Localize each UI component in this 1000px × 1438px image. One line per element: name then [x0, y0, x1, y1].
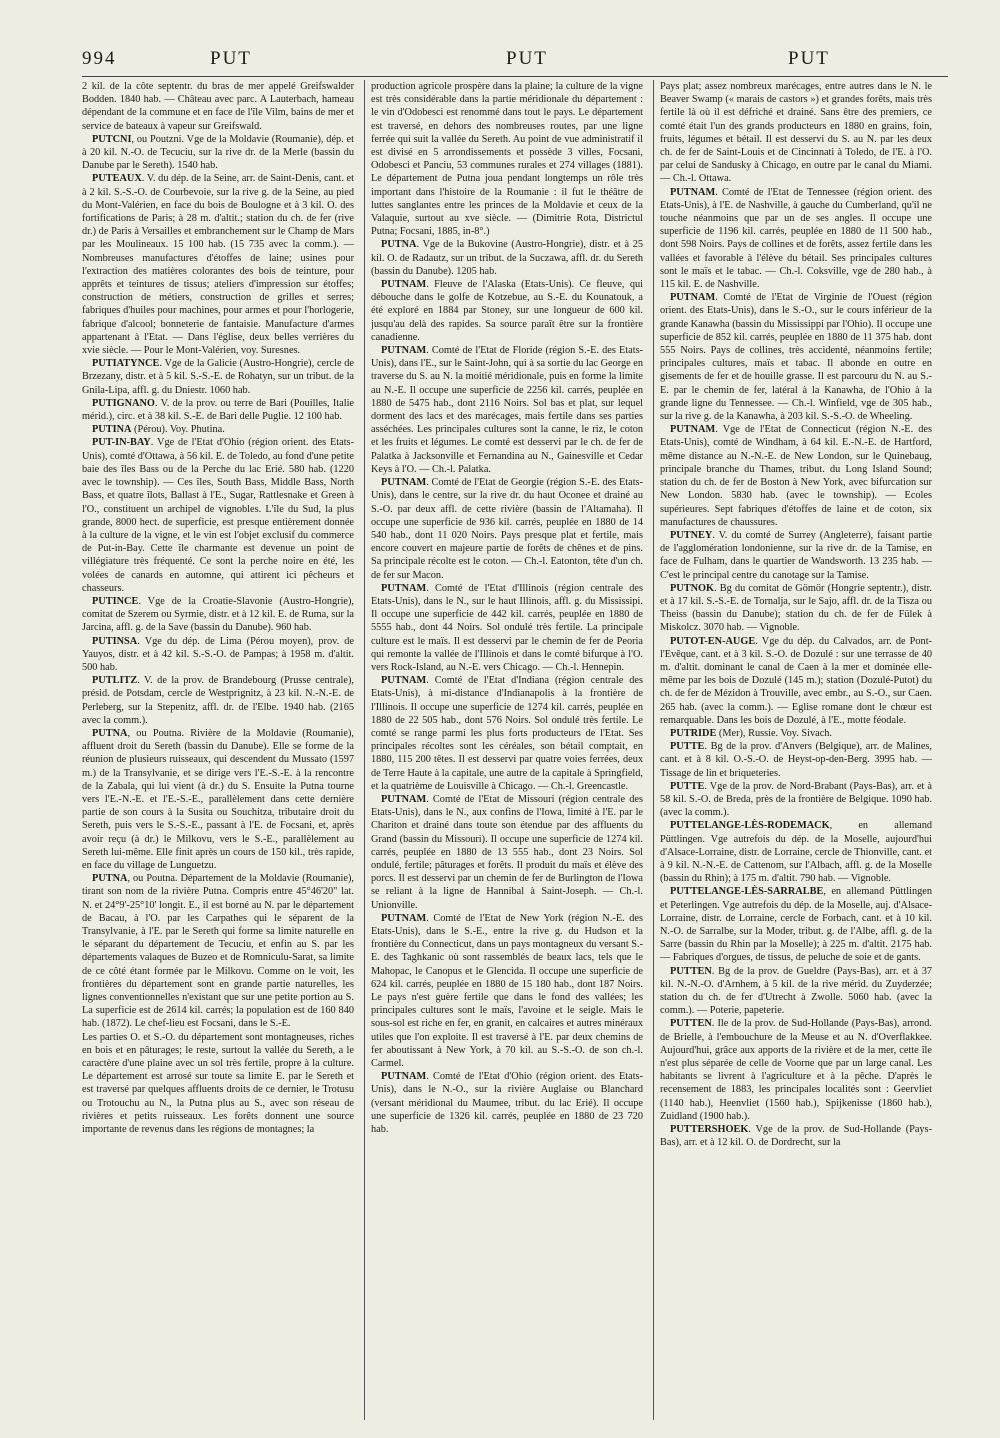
dictionary-entry	[660, 635, 932, 727]
entry-headword: PUTTELANGE-LÈS-SARRALBE	[670, 886, 824, 898]
dictionary-entry	[82, 423, 354, 436]
entry-text: . Comté de l'Etat d'Illinois (région centrale des Etats-Unis), dans le N., sur le haut Illinois, affl. g. du Mississipi. Il occupe une superficie de 442 kil. carrés, peuplée en 1880 de 5555 hab., dont 44 Noirs. Sol ondulé très fertile. La principale culture est le maïs. Il est desservi par le chemin de fer de Peoria qui remonte la vallée de l'Illinois et dans le comté bifurque à l'O. vers Rock-Island, au N.-E. vers Chicago. — Ch.-l. Hennepin.	[371, 582, 643, 673]
entry-text: , en allemand Püttlingen et Peterlingen. Vge autrefois du dép. de la Moselle, auj. d'Alsace-Lorraine, distr. de Lorraine, cercle de Forbach, cant. et à 10 kil. N.-O. de Sarralbe, sur la Moder, tribut. g. de l'Albe, affl. g. de la Sarre (bassin du Rhin par la Moselle); à 225 m. d'altit. 2175 hab. — Fabriques d'orgues, de tissus, de peluche de soie et de gants.	[660, 886, 932, 964]
dictionary-entry	[660, 885, 932, 964]
dictionary-entry	[371, 278, 643, 344]
dictionary-entry	[371, 674, 643, 793]
entry-text: . Comté de l'Etat de New York (région N.-E. des Etats-Unis), dans le S.-E., entre la rive g. du Hudson et la frontière du Connecticut, dans un pays montagneux du versant S.-E. des Taghkanic où sont rassemblés de beaux lacs, tels que le Mahopac, le Canopus et le Glencida. Il occupe une superficie de 624 kil. carrés, peuplée en 1880 de 15 180 hab., dont 187 Noirs. Le pays n'est guère fertile que dans le fond des vallées; les principales cultures sont le maïs, l'avoine et le seigle. Mais le sous-sol est riche en fer, en granit, en calcaires et autres minéraux utiles que l'on exploite. Il est traversé à l'E. par deux chemins de fer aboutissant à New York, à 70 kil. au S.-S.-O. de son ch.-l. Carmel.	[371, 912, 643, 1070]
entry-headword: PUTRIDE	[670, 727, 717, 739]
dictionary-entry	[371, 238, 643, 278]
entry-headword: PUTNOK	[670, 582, 715, 594]
dictionary-entry	[371, 912, 643, 1070]
header-rule	[82, 76, 948, 77]
entry-headword: PUTTE	[670, 780, 705, 792]
entry-headword: PUTNAM	[381, 279, 427, 291]
entry-headword: PUTTELANGE-LÈS-RODEMACK	[670, 820, 830, 832]
entry-text: . Vge de la Bukovine (Austro-Hongrie), distr. et à 25 kil. O. de Radautz, sur un tribut. de la Suczawa, affl. dr. du Sereth (bassin du Danube). 1205 hab.	[371, 239, 643, 277]
entry-text: . Fleuve de l'Alaska (Etats-Unis). Ce fleuve, qui débouche dans le golfe de Kotzebue, au S.-E. du Kounatouk, a été exploré en 1884 par Stoney, sur une longueur de 600 kil. jusqu'au delà des rapides. Sa source paraît être sur la frontière canadienne.	[371, 279, 643, 343]
dictionary-entry	[82, 133, 354, 173]
entry-text: . Bg de la prov. de Gueldre (Pays-Bas), arr. et à 37 kil. N.-N.-O. d'Arnhem, à 5 kil. de la rive mérid. du Zuyderzée; station du ch. de fer d'Utrecht à Zwolle. 5060 hab. (avec la comm.). — Poterie, papeterie.	[660, 965, 932, 1017]
entry-continuation	[82, 80, 354, 133]
entry-headword: PUTNAM	[381, 793, 427, 805]
dictionary-entry	[660, 423, 932, 529]
entry-headword: PUTNAM	[381, 477, 427, 489]
header-guideword-center: PUT	[506, 48, 548, 69]
entry-text: . Vge du dép. du Calvados, arr. de Pont-l'Evêque, cant. et à 3 kil. S.-O. de Dozulé : sur une terrasse de 40 m. d'altit. dominant le canal de Caen à la mer et dominée elle-même par les bois de Dozulé (145 m.); station (Dozulé-Putot) du ch. de fer de Mézidon à Trouville, avec embr., au S.-O., sur Caen. 265 hab. (avec la comm.). — Eglise romane dont le chœur est remarquable. Dans les bois de Dozulé, à l'E., motte féodale.	[660, 635, 932, 726]
text-column-2	[371, 80, 643, 1420]
entry-headword: PUTNAM	[381, 1071, 427, 1083]
entry-headword: PUT-IN-BAY	[92, 437, 151, 449]
dictionary-entry	[82, 635, 354, 675]
entry-text: . V. de la prov. ou terre de Bari (Pouilles, Italie mérid.), circ. et à 38 kil. S.-E. de Bari delle Puglie. 12 100 hab.	[82, 397, 354, 423]
entry-headword: PUTTE	[670, 741, 705, 753]
text-column-3	[660, 80, 932, 1420]
dictionary-entry	[82, 397, 354, 423]
entry-headword: PUTTEN	[670, 1018, 712, 1030]
entry-headword: PUTLITZ	[92, 675, 138, 687]
entry-text: . Vge de l'Etat de Connecticut (région N.-E. des Etats-Unis), comté de Windham, à 64 kil. E.-N.-E. de Hartford, même distance au N.-N.-E. de New London, sur le Quinebaug, principale branche du Thames, tribut. du Long Island Sound; station du ch. de fer de Boston à New York, avec bifurcation sur New London. 5830 hab. (avec le township). — Ecoles supérieures. Sept fabriques d'étoffes de laine et de coton, six manufactures de chaussures.	[660, 424, 932, 528]
dictionary-entry	[660, 291, 932, 423]
entry-headword: PUTIATYNCE	[92, 358, 160, 370]
entry-headword: PUTEAUX	[92, 173, 142, 185]
entry-headword: PUTNAM	[670, 292, 716, 304]
header-guideword-right: PUT	[788, 48, 830, 69]
page-number: 994	[82, 48, 117, 69]
dictionary-entry	[371, 793, 643, 912]
dictionary-entry	[660, 727, 932, 740]
entry-continuation	[82, 1031, 354, 1137]
entry-headword: PUTNA	[381, 239, 417, 251]
dictionary-entry	[371, 476, 643, 582]
entry-headword: PUTTEN	[670, 965, 712, 977]
entry-text: , en allemand Püttlingen. Vge autrefois du dép. de la Moselle, aujourd'hui d'Alsace-Lorraine, distr. de Lorraine, cercle de Thionville, cant. et à 9 kil. N.-N.-E. de Cattenom, sur l'Albach, affl. g. de la Moselle (bassin du Rhin); à 175 m. d'altit. 790 hab. — Vignoble.	[660, 820, 932, 885]
entry-text: 2 kil. de la côte septentr. du bras de mer appelé Greifswalder Bodden. 1840 hab. — Château avec parc. A Lauterbach, hameau dépendant de la commune et en face de l'île Vilm, bains de mer et service de bateaux à vapeur sur Greifswald.	[82, 81, 354, 132]
dictionary-entry	[660, 1017, 932, 1123]
entry-headword: PUTINA	[92, 424, 132, 436]
dictionary-entry	[82, 595, 354, 635]
entry-text: (Mer), Russie. Voy. Sivach.	[716, 727, 832, 739]
entry-headword: PUTNAM	[381, 345, 427, 357]
entry-headword: PUTIGNANO	[92, 397, 155, 409]
entry-text: . V. du comté de Surrey (Angleterre), faisant partie de l'agglomération londonienne, sur la rive dr. de la Tamise, en face de Fulham, dans le quartier de Wandsworth. 13 235 hab. — C'est le principal centre du canotage sur la Tamise.	[660, 529, 932, 581]
entry-text: . Comté de l'Etat d'Ohio (région orient. des Etats-Unis), dans le N.-O., sur la rivière Auglaise ou Blanchard (versant méridional du Maumee, tribut. du lac Erié). Il occupe une superficie de 1326 kil. carrés, peuplée en 1880 de 23 720 hab.	[371, 1071, 643, 1136]
entry-text: . Vge de la Croatie-Slavonie (Austro-Hongrie), comitat de Szerem ou Syrmie, distr. et à 12 kil. E. de Ruma, sur la Jarcina, affl. g. de la Save (bassin du Danube). 960 hab.	[82, 595, 354, 634]
entry-text: . Comté de l'Etat d'Indiana (région centrale des Etats-Unis), à mi-distance d'Indianapolis à la frontière de l'Illinois. Il occupe une superficie de 1274 kil. carrés, peuplée en 1880 de 22 505 hab., dont 576 Noirs. Sol ondulé très fertile. Le comté se range parmi les plus forts producteurs de l'Etat. Ses principales récoltes sont les céréales, son bétail comptait, en 1880, 115 200 têtes. Il est desservi par quatre voies ferrées, deux de Terre Haute à la capitale, une autre de la capitale à Springfield, et la quatrième de Louisville à Chicago. — Ch.-l. Greencastle.	[371, 675, 643, 792]
entry-continuation	[660, 80, 932, 186]
entry-text: Pays plat; assez nombreux marécages, entre autres dans le N. le Beaver Swamp (« marais de castors ») et grandes forêts, mais très fertile là où il est défriché et drainé. Sans être des premiers, ce comté était l'un des grands producteurs en 1880 en grains, foin, fruits, légumes et bétail. Il est desservi du S. au N. par les deux ch. de fer de Saint-Louis et de Cincinnati à Toledo, de l'E. à l'O. par celui de Sandusky à Chicago, en outre par le canal du Miami. — Ch.-l. Ottawa.	[660, 81, 932, 185]
dictionary-entry	[82, 727, 354, 872]
entry-text: . V. du dép. de la Seine, arr. de Saint-Denis, cant. et à 2 kil. S.-S.-O. de Courbevoie, sur la rive g. de la Seine, au pied du Mont-Valérien, en face du bois de Boulogne et à 3 kil. O. des fortifications de Paris; à 28 m. d'altit.; station du ch. de fer (rive dr.) de Paris à Versailles et embranchement sur le Champ de Mars par les Moulineaux. 15 100 hab. (15 735 avec la comm.). — Nombreuses manufactures d'étoffes de laine; usines pour l'extraction des matières colorantes des bois de teinture, pour apprêts et teintures de tissus; ateliers d'impression sur étoffes; construction de métiers, construction de grilles et serres; fabriques d'huiles pour machines, pour armes et pour l'horlogerie, fabrique d'alcool; bonneterie de fantaisie. Manufacture d'armes appartenant à l'Etat. — Dans l'église, deux belles verrières du xvie siècle. — Pour le Mont-Valérien, voy. Suresnes.	[82, 173, 354, 357]
dictionary-entry	[371, 582, 643, 674]
dictionary-entry	[82, 357, 354, 397]
dictionary-entry	[660, 1123, 932, 1149]
running-header	[82, 48, 948, 76]
entry-text: . Comté de l'Etat de Missouri (région centrale des Etats-Unis), dans le N., aux confins de l'Iowa, limité à l'E. par le Chariton et drainé dans toute son étendue par des affluents du Grand (bassin du Missouri). Il occupe une superficie de 1274 kil. carrés, peuplée en 1880 de 13 555 hab., dont 23 Noirs. Sol ondulé, fertile; pâturages et forêts. Il produit du maïs et élève des porcs. Il est desservi par un chemin de fer de Burlington de l'Iowa se reliant à la ligne de Hannibal à Saint-Joseph. — Ch.-l. Unionville.	[371, 793, 643, 911]
column-divider	[364, 80, 365, 1420]
header-guideword-left: PUT	[210, 48, 252, 69]
entry-text: (Pérou). Voy. Phutina.	[131, 424, 225, 436]
dictionary-entry	[660, 819, 932, 885]
entry-headword: PUTNA	[92, 873, 128, 885]
entry-headword: PUTNAM	[670, 424, 716, 436]
dictionary-entry	[660, 780, 932, 820]
dictionary-entry	[660, 582, 932, 635]
entry-headword: PUTTERSHOEK	[670, 1124, 749, 1136]
entry-text: . Comté de l'Etat de Virginie de l'Ouest (région orient. des Etats-Unis), dans le S.-O., sur le cours inférieur de la grande Kanawha (bassin du Mississippi par l'Ohio). Il occupe une superficie de 852 kil. carrés, peuplée en 1880 de 11 375 hab. dont 555 Noirs. Pays de collines, très accidenté, néanmoins fertile; principales cultures, maïs et tabac. Il abonde en outre en gisements de fer et de houille grasse. Il est parcouru du N. au S.-E. par le chemin de fer, latéral à la Kanawha, de l'Ohio à la grande ligne du Tennessee. — Ch.-l. Winfield, vge de 305 hab., sur la rive g. de la Kanawha, à 203 kil. S.-S.-O. de Wheeling.	[660, 292, 932, 423]
entry-headword: PUTNAM	[381, 912, 427, 924]
dictionary-entry	[371, 344, 643, 476]
dictionary-entry	[660, 740, 932, 780]
entry-text: . Comté de l'Etat de Tennessee (région orient. des Etats-Unis), à l'E. de Nashville, à gauche du Cumberland, qu'il ne touche néanmoins que par un de ses angles. Il occupe une superficie de 1196 kil. carrés, peuplée en 1880 de 11 500 hab., dont 598 Noirs. Pays de collines et de forêts, assez fertile dans les vallées et favorable à l'élève du bétail. Ses principales cultures sont le maïs et le tabac. — Ch.-l. Coksville, vge de 280 hab., à 115 kil. E. de Nashville.	[660, 186, 932, 291]
entry-text: , ou Poutzni. Vge de la Moldavie (Roumanie), dép. et à 20 kil. N.-O. de Tecuciu, sur la rive dr. de la Merle (bassin du Danube par le Sereth). 1540 hab.	[82, 133, 354, 172]
dictionary-entry	[82, 674, 354, 727]
entry-text: . Bg du comitat de Gömör (Hongrie septentr.), distr. et à 17 kil. S.-S.-E. de Tornalja, sur le Sajo, affl. dr. de la Tisza ou Theiss (bassin du Danube); station du ch. de fer de Fülek à Miskolcz. 3070 hab. — Vignoble.	[660, 582, 932, 634]
entry-headword: PUTNEY	[670, 529, 713, 541]
entry-text: production agricole prospère dans la plaine; la culture de la vigne est très considérable dans la partie méridionale du département : le vin d'Odobesci est renommé dans tout le pays. Le département est traversé, en dehors des nombreuses routes, par une ligne ferrée qui suit la vallée du Sereth. Au point de vue administratif il est divisé en 5 arrondissements et possède 3 villes, Focsani, Odobesci et Panciu, 53 communes rurales et 274 villages (1881). Le département de Putna joua pendant longtemps un rôle très important dans l'histoire de la Roumanie : il fut le théâtre de luttes sanglantes entre les princes de la Moldavie et ceux de la Valaquie, surtout au xve siècle. — (Dimitrie Rota, Districtul Putna; Focsani, 1885, in-8°.)	[371, 81, 643, 238]
dictionary-entry	[660, 965, 932, 1018]
dictionary-entry	[660, 529, 932, 582]
entry-headword: PUTNA	[92, 727, 128, 739]
dictionary-entry	[82, 872, 354, 1030]
dictionary-entry	[371, 1070, 643, 1136]
entry-text: . Vge de la prov. de Sud-Hollande (Pays-Bas), arr. et à 12 kil. O. de Dordrecht, sur la	[660, 1124, 932, 1149]
entry-text: , ou Poutna. Rivière de la Moldavie (Roumanie), affluent droit du Sereth (bassin du Danube). Elle se forme de la réunion de plusieurs ruisseaux, qui descendent du Mussato (1597 m.) de la Transylvanie, et se dirige vers l'E.-S.-E. à la rencontre de la Zabala, qui lui vient (à dr.) du S. Ensuite la Putna tourne vers l'E.-N.-E. et l'E.-S.-E., parallèlement dans cette dernière partie de son cours à la Susita ou Souchitza, tributaire droit du Sereth, puis vers le S.-S.-E., passant à l'E. de Focsani, et, après avoir reçu (à dr.) le Milkovu, vers le S.-E., parallèlement au Sereth lui-même. Elle finit après un cours de 150 kil., très rapide, en face du village de Lunguetzu.	[82, 727, 354, 871]
entry-headword: PUTOT-EN-AUGE	[670, 635, 756, 647]
entry-headword: PUTNAM	[381, 675, 427, 687]
entry-text: . Vge de la Galicie (Austro-Hongrie), cercle de Brzezany, distr. et à 5 kil. S.-S.-E. de Rohatyn, sur un tribut. de la Gnila-Lipa, affl. g. du Dniestr. 1060 hab.	[82, 358, 354, 396]
entry-text: . Bg de la prov. d'Anvers (Belgique), arr. de Malines, cant. et à 8 kil. O.-S.-O. de Heyst-op-den-Berg. 3995 hab. — Tissage de lin et briqueteries.	[660, 741, 932, 779]
entry-text: . V. de la prov. de Brandebourg (Prusse centrale), présid. de Potsdam, cercle de Westprignitz, à 23 kil. N.-N.-E. de Perleberg, sur la Stepenitz, affl. dr. de l'Elbe. 1940 hab. (2165 avec la comm.).	[82, 675, 354, 726]
entry-headword: PUTNAM	[381, 582, 427, 594]
entry-headword: PUTNAM	[670, 186, 716, 198]
entry-headword: PUTINCE	[92, 595, 139, 607]
entry-text: . Vge du dép. de Lima (Pérou moyen), prov. de Yauyos, distr. et à 42 kil. S.-S.-O. de Pampas; à 1958 m. d'altit. 500 hab.	[82, 635, 354, 673]
entry-text: . Vge de l'Etat d'Ohio (région orient. des Etats-Unis), comté d'Ottawa, à 56 kil. E. de Toledo, au fond d'une petite baie des îles Bass ou de la Perche du lac Erié. 580 hab. (1220 avec le township). — Ces îles, South Bass, Middle Bass, North Bass, et quatre îlots, Ballast à l'E., Sugar, Rattlesnake et Green à l'O., constituent un archipel de vignobles. L'île du Sud, la plus grande, 8000 hect. de superficie, est presque entièrement donnée à la culture de la vigne, et le vin est l'objet exclusif du commerce de Put-in-Bay. Cette île charmante est devenue un point de villégiature très fréquenté. Ce sont la perche noire en été, les volées de canards en automne, qui attirent ici pêcheurs et chasseurs.	[82, 437, 354, 594]
entry-text: Les parties O. et S.-O. du département sont montagneuses, riches en bois et en pâturages; le reste, surtout la vallée du Sereth, a le caractère d'une plaine avec un sol très fertile, propre à la culture. Le département est arrosé sur toute sa limite E. par le Sereth et est traversé par quelques affluents droits de ce dernier, le Trotusu ou Trotouchu au N., la Putna plus au S., avec son réseau de rivières et petits ruisseaux. Les forêts donnent une source importante de revenus dans les régions de montagnes; la	[82, 1031, 354, 1136]
entry-headword: PUTINSA	[92, 635, 138, 647]
entry-text: . Ile de la prov. de Sud-Hollande (Pays-Bas), arrond. de Brielle, à l'embouchure de la Meuse et au N. d'Overflakkee. Aujourd'hui, grâce aux apports de la rivière et de la mer, cette île n'est plus séparée de celle de Voorne que par un large canal. Les habitants se livrent à l'agriculture et à la pêche. D'après le recensement de 1883, les principales localités sont : Geervliet (1140 hab.), Heenvliet (1560 hab.), Spijkenisse (1860 hab.), Zuidland (1900 hab.).	[660, 1018, 932, 1122]
entry-text: . Comté de l'Etat de Georgie (région S.-E. des Etats-Unis), dans le centre, sur la rive dr. du haut Oconee et drainé au S.-O. par deux affl. de cette rivière (bassin de l'Altamaha). Il occupe une superficie de 936 kil. carrés, peuplée en 1880 de 14 540 hab., dont 11 020 Noirs. Pays presque plat et fertile, mais encore couvert en majeure partie de forêts de chênes et de pins. Sa principale récolte est le coton. — Ch.-l. Eatonton, tête d'un ch. de fer sur Macon.	[371, 477, 643, 581]
entry-text: . Vge de la prov. de Nord-Brabant (Pays-Bas), arr. et à 58 kil. S.-O. de Breda, près de la frontière de Belgique. 1090 hab. (avec la comm.).	[660, 780, 932, 819]
dictionary-entry	[660, 186, 932, 292]
dictionary-entry	[82, 436, 354, 594]
entry-headword: PUTCNI	[92, 133, 132, 145]
column-divider	[653, 80, 654, 1420]
entry-text: . Comté de l'Etat de Floride (région S.-E. des Etats-Unis), dans l'E., sur le Saint-John, qui à sa sortie du lac George en traverse du S. au N. la moitié méridionale, puis en forme la limite au N.-E. Il occupe une superficie de 2256 kil. carrés, peuplée en 1880 de 5475 hab., dont 2116 Noirs. Sol bas et plat, sur lequel dorment des lacs et des marécages, mais fertile dans ses parties asséchées. Les principales cultures sont la canne, le riz, le coton et les fruits et légumes. Le comté est desservi par le ch. de fer de Palatka à Jacksonville et Fernandina au N., Gainesville et Cedar Keys à l'O. — Ch.-l. Palatka.	[371, 345, 643, 475]
text-column-1	[82, 80, 354, 1420]
dictionary-entry	[82, 172, 354, 357]
entry-continuation	[371, 80, 643, 238]
entry-text: , ou Poutna. Département de la Moldavie (Roumanie), tirant son nom de la rivière Putna. Compris entre 45°46'20" lat. N. et 24°9'-25°10' longit. E., il est borné au N. par le département de Bacau, à l'O. par les Carpathes qui le séparent de la Transylvanie, à l'E. par le Sereth qui forme sa limite naturelle en le séparant du département de Tecuciu, et enfin au S. par les départements valaques de Buzeo et de Romniculu-Sarat, sa limite de ce côté étant formée par le Milkovu. Comme on le voit, les frontières du département sont en grande partie naturelles, les lignes conventionnelles n'existant que sur une petite portion au S. La superficie est de 2614 kil. carrés; la population est de 160 840 hab. (1872). Le chef-lieu est Focsani, dans le S.-E.	[82, 873, 354, 1030]
